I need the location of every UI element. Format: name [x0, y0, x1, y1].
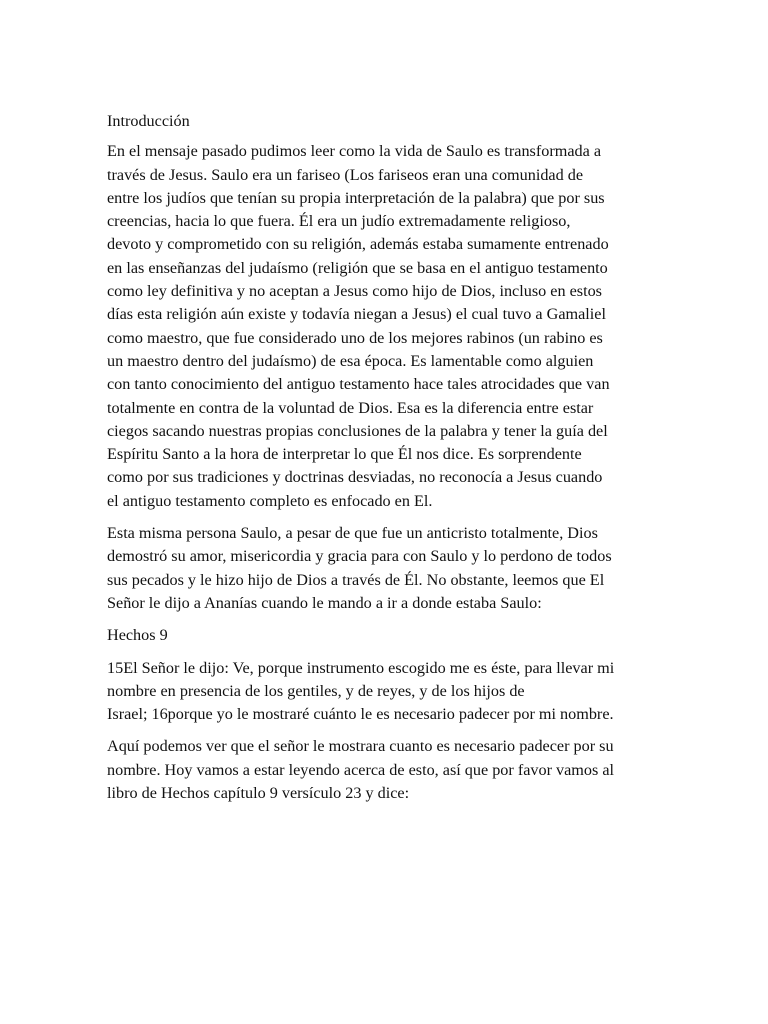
text-line: demostró su amor, misericordia y gracia para con Saulo y lo perdono de todos [107, 547, 612, 566]
text-line: ciegos sacando nuestras propias conclusiones de la palabra y tener la guía del [107, 421, 608, 440]
text-line: como ley definitiva y no aceptan a Jesus como hijo de Dios, incluso en estos [107, 282, 602, 301]
document-body [107, 110, 667, 814]
text-line: Aquí podemos ver que el señor le mostrara cuanto es necesario padecer por su [107, 737, 614, 756]
section-heading: Introducción [107, 112, 190, 130]
text-line: como maestro, que fue considerado uno de los mejores rabinos (un rabino es [107, 328, 603, 347]
scripture-verses [107, 657, 667, 727]
text-line: sus pecados y le hizo hijo de Dios a través de Él. No obstante, leemos que El [107, 570, 605, 589]
text-line: nombre en presencia de los gentiles, y de reyes, y de los hijos de [107, 681, 525, 700]
text-line: Espíritu Santo a la hora de interpretar lo que Él nos dice. Es sorprendente [107, 445, 582, 464]
scripture-reference: Hechos 9 [107, 626, 168, 645]
text-line: libro de Hechos capítulo 9 versículo 23 y dice: [107, 784, 410, 803]
text-line: en las enseñanzas del judaísmo (religión que se basa en el antiguo testamento [107, 258, 608, 277]
text-line: Señor le dijo a Ananías cuando le mando a ir a donde estaba Saulo: [107, 593, 542, 612]
text-line: como por sus tradiciones y doctrinas desviadas, no reconocía a Jesus cuando [107, 468, 603, 487]
paragraph-intro [107, 140, 667, 513]
text-line: Israel; 16porque yo le mostraré cuánto le es necesario padecer por mi nombre. [107, 705, 614, 724]
text-line: través de Jesus. Saulo era un fariseo (Los fariseos eran una comunidad de [107, 165, 584, 184]
text-line: el antiguo testamento completo es enfocado en El. [107, 491, 433, 510]
text-line: Esta misma persona Saulo, a pesar de que fue un anticristo totalmente, Dios [107, 524, 598, 543]
text-line: 15El Señor le dijo: Ve, porque instrumento escogido me es éste, para llevar mi [107, 658, 615, 677]
text-line: En el mensaje pasado pudimos leer como la vida de Saulo es transformada a [107, 142, 602, 161]
paragraph-closing [107, 735, 667, 805]
text-line: devoto y comprometido con su religión, además estaba sumamente entrenado [107, 235, 609, 254]
text-line: un maestro dentro del judaísmo) de esa época. Es lamentable como alguien [107, 351, 594, 370]
text-line: con tanto conocimiento del antiguo testamento hace tales atrocidades que van [107, 375, 610, 394]
text-line: entre los judíos que tenían su propia interpretación de la palabra) que por sus [107, 188, 605, 207]
text-line: días esta religión aún existe y todavía niegan a Jesus) el cual tuvo a Gamaliel [107, 305, 606, 324]
text-line: nombre. Hoy vamos a estar leyendo acerca de esto, así que por favor vamos al [107, 760, 615, 779]
text-line: creencias, hacia lo que fuera. Él era un judío extremadamente religioso, [107, 212, 571, 231]
text-line: totalmente en contra de la voluntad de Dios. Esa es la diferencia entre estar [107, 398, 594, 417]
paragraph-saulo [107, 522, 667, 615]
